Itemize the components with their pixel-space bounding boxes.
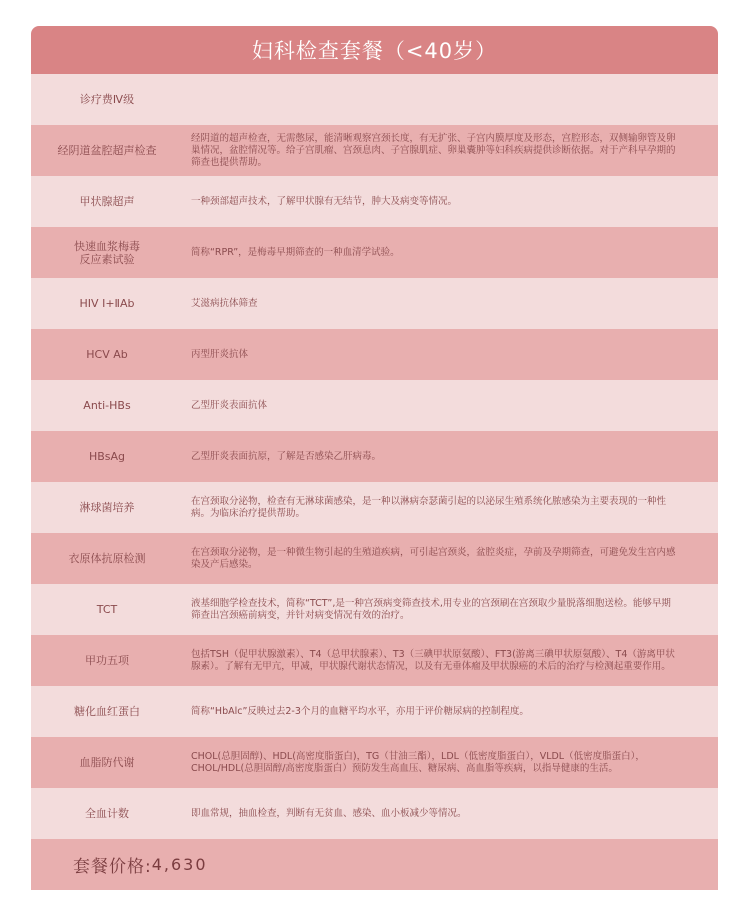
- package-card: [31, 26, 718, 886]
- list-item: [31, 737, 718, 788]
- price-row: [31, 839, 718, 890]
- item-name: HIV Ⅰ+ⅡAb: [79, 297, 135, 310]
- item-description: 在宫颈取分泌物，是一种微生物引起的生殖道疾病，可引起宫颈炎，盆腔炎症，孕前及孕期筛查，可避免发生宫内感染及产后感染。: [191, 546, 676, 570]
- list-item: [31, 125, 718, 176]
- list-item: [31, 278, 718, 329]
- item-name: 全血计数: [85, 807, 129, 820]
- item-name: 血脂防代谢: [79, 756, 135, 769]
- item-name: 淋球菌培养: [79, 501, 135, 514]
- list-item: [31, 380, 718, 431]
- list-item: [31, 533, 718, 584]
- list-item: [31, 329, 718, 380]
- list-item: [31, 584, 718, 635]
- list-item: [31, 176, 718, 227]
- item-description: 经阴道的超声检查，无需憋尿，能清晰观察宫颈长度，有无扩张、子宫内膜厚度及形态，宫腔形态，双侧输卵管及卵巢情况，盆腔情况等。给子宫肌瘤、宫颈息肉、子宫腺肌症、卵巢囊肿等妇科疾病提供诊断依据。对于产科早孕期的筛查也提供帮助。: [191, 132, 676, 168]
- item-name: TCT: [96, 603, 118, 616]
- price-value: 4,630: [151, 855, 208, 874]
- package-title: 妇科检查套餐（<40岁）: [31, 26, 718, 74]
- item-name: Anti-HBs: [83, 399, 131, 412]
- item-name: 诊疗费Ⅳ级: [79, 93, 135, 106]
- list-item: [31, 788, 718, 839]
- item-description: CHOL(总胆固醇)、HDL(高密度脂蛋白)，TG（甘油三酯），LDL（低密度脂蛋白），VLDL（低密度脂蛋白），CHOL/HDL(总胆固醇/高密度脂蛋白）预防发生高血压、糖尿病、高血脂等疾病，以指导健康的生活。: [191, 750, 645, 774]
- list-item: [31, 227, 718, 278]
- item-description: 一种颈部超声技术，了解甲状腺有无结节，肿大及病变等情况。: [191, 195, 458, 207]
- item-description: 即血常规，抽血检查，判断有无贫血、感染、血小板减少等情况。: [191, 807, 467, 819]
- item-description: 简称“HbAlc”反映过去2-3个月的血糖平均水平，亦用于评价糖尿病的控制程度。: [191, 705, 529, 717]
- item-description: 乙型肝炎表面抗体: [191, 399, 268, 411]
- item-description: 包括TSH（促甲状腺激素）、T4（总甲状腺素）、T3（三碘甲状原氨酸）、FT3(游离三碘甲状原氨酸）、T4（游离甲状腺素）。了解有无甲亢，甲减，甲状腺代谢状态情况，以及有无垂体瘤及甲状腺癌的术后的治疗与检测起重要作用。: [191, 648, 675, 672]
- price-label: 套餐价格:: [73, 857, 152, 877]
- item-list: [31, 74, 718, 839]
- item-name: HBsAg: [88, 450, 126, 463]
- item-description: 艾滋病抗体筛查: [191, 297, 258, 309]
- item-description: 在宫颈取分泌物，检查有无淋球菌感染，是一种以淋病奈瑟菌引起的以泌尿生殖系统化脓感染为主要表现的一种性病。为临床治疗提供帮助。: [191, 495, 667, 519]
- list-item: [31, 482, 718, 533]
- item-name: 经阴道盆腔超声检查: [57, 144, 157, 157]
- item-name: 糖化血红蛋白: [74, 705, 140, 718]
- item-description: 液基细胞学检查技术，简称“TCT”,是一种宫颈病变筛查技术,用专业的宫颈刷在宫颈取少量脱落细胞送检。能够早期筛查出宫颈癌前病变，并针对病变情况有效的治疗。: [191, 597, 671, 621]
- list-item: [31, 686, 718, 737]
- list-item: [31, 431, 718, 482]
- list-item: [31, 74, 718, 125]
- item-name: 甲状腺超声: [79, 195, 135, 208]
- item-description: 丙型肝炎抗体: [191, 348, 249, 360]
- item-name: HCV Ab: [86, 348, 128, 361]
- item-name: 快速血浆梅毒 反应素试验: [74, 239, 140, 266]
- item-name: 甲功五项: [85, 654, 129, 667]
- item-description: 简称“RPR”，是梅毒早期筛查的一种血清学试验。: [191, 246, 400, 258]
- item-name: 衣原体抗原检测: [68, 552, 146, 565]
- item-description: 乙型肝炎表面抗原，了解是否感染乙肝病毒。: [191, 450, 382, 462]
- list-item: [31, 635, 718, 686]
